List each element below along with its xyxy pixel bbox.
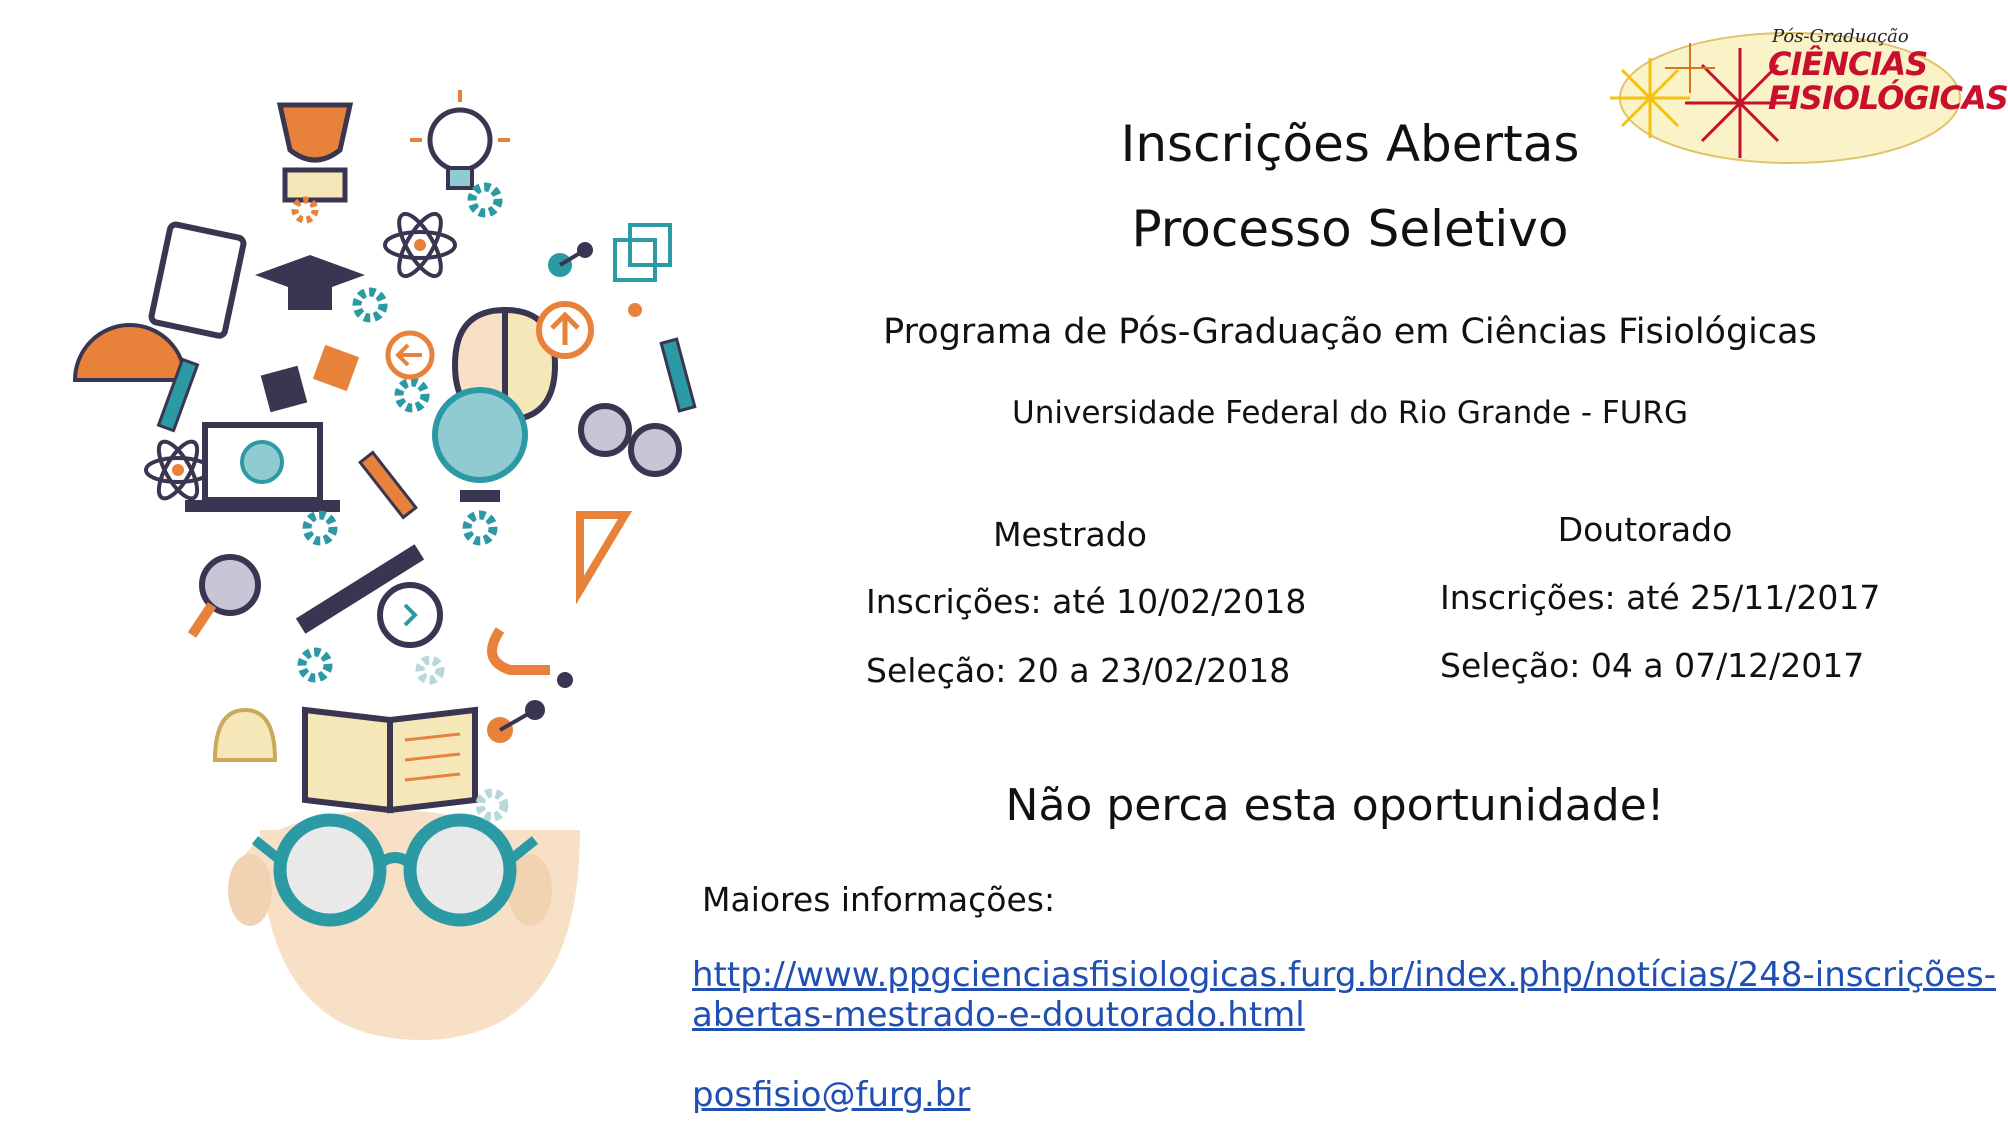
magnifier-icon [192, 557, 258, 635]
set-square-icon [580, 515, 625, 590]
eyeglasses-icon [581, 406, 679, 474]
doutorado-selecao: Seleção: 04 a 07/12/2017 [1440, 646, 1865, 685]
mestrado-label: Mestrado [993, 515, 1147, 554]
doutorado-inscricoes: Inscrições: até 25/11/2017 [1440, 578, 1881, 617]
info-url-line-1[interactable]: http://www.ppgcienciasfisiologicas.furg.br/index.php/notícias/248-inscrições- [692, 955, 1996, 995]
logo-subtitle: Pós-Graduação [1772, 26, 1909, 47]
globe-icon [435, 390, 525, 502]
gear-icon [295, 200, 315, 220]
cube-icon [615, 225, 670, 280]
mestrado-selecao: Seleção: 20 a 23/02/2018 [866, 651, 1291, 690]
pen-icon [360, 452, 416, 517]
logo-text [1768, 26, 2008, 117]
lightbulb-icon [410, 90, 510, 188]
university-name: Universidade Federal do Rio Grande - FURG [1012, 395, 1688, 431]
clipboard-icon [150, 223, 244, 336]
atom-icon [146, 436, 210, 503]
mestrado-inscricoes: Inscrições: até 10/02/2018 [866, 582, 1307, 621]
arrow-up-icon [539, 304, 591, 356]
puzzle-icon [261, 345, 359, 412]
call-to-action: Não perca esta oportunidade! [1005, 780, 1665, 831]
bell-icon [215, 710, 275, 760]
protractor-icon [75, 325, 185, 380]
atom-icon [385, 208, 455, 282]
arrow-left-icon [388, 333, 432, 377]
laptop-icon [185, 425, 340, 512]
email-link[interactable]: posfisio@furg.br [692, 1075, 971, 1115]
trophy-icon [280, 105, 350, 200]
clock-icon [380, 585, 440, 645]
doutorado-label: Doutorado [1557, 510, 1733, 549]
info-label: Maiores informações: [702, 880, 1056, 919]
program-name: Programa de Pós-Graduação em Ciências Fisiológicas [883, 312, 1817, 352]
logo-line-2: FISIOLÓGICAS [1768, 79, 2008, 117]
info-url-line-2[interactable]: abertas-mestrado-e-doutorado.html [692, 995, 1305, 1035]
logo-line-1: CIÊNCIAS [1768, 45, 1928, 83]
graduation-cap-icon [255, 255, 365, 310]
title-line-1: Inscrições Abertas [1120, 115, 1580, 173]
book-icon [305, 710, 475, 810]
education-illustration [60, 70, 720, 1050]
title-line-2: Processo Seletivo [1131, 200, 1569, 258]
info-url-link[interactable] [692, 955, 1996, 1035]
microscope-icon [492, 630, 550, 670]
decorative-dots [557, 303, 642, 688]
